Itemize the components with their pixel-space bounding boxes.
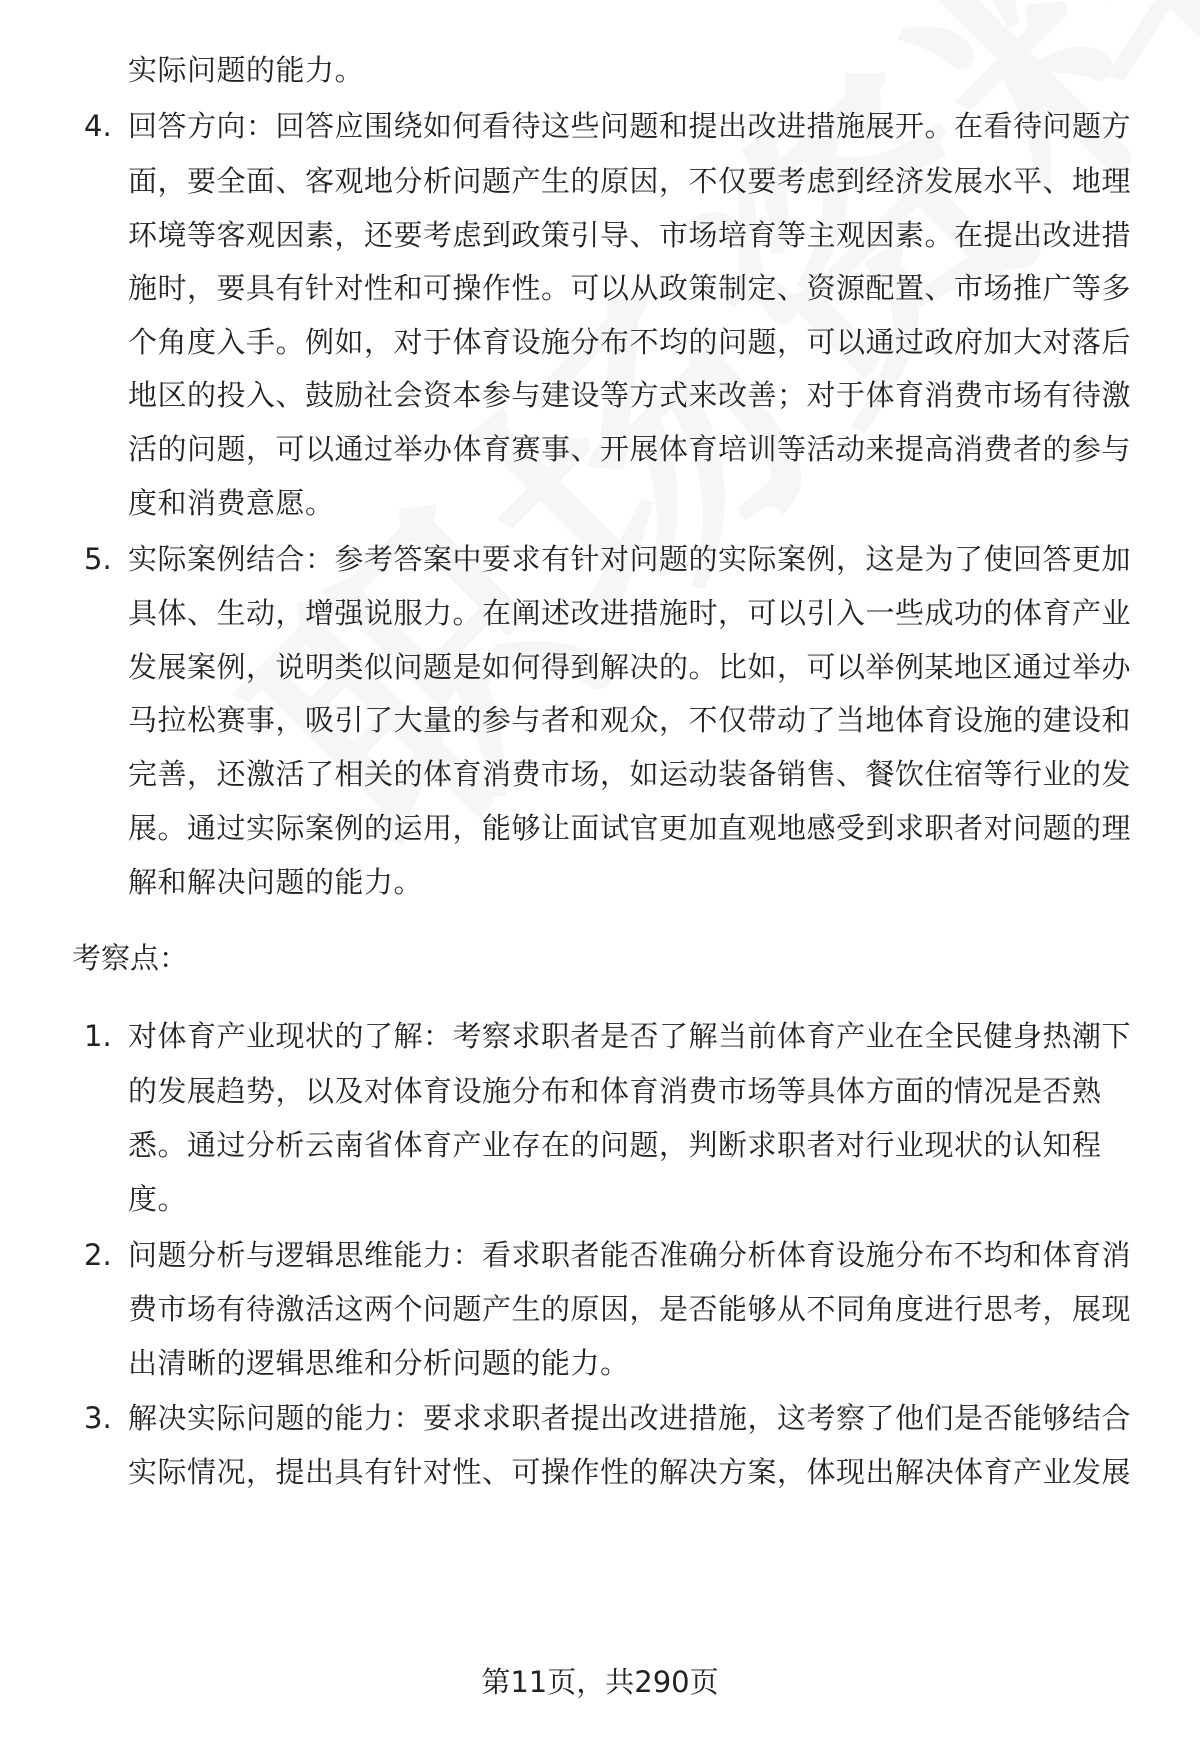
list-number: 5. bbox=[84, 542, 112, 576]
list-number: 4. bbox=[84, 109, 112, 143]
paragraph-line: 面，要全面、客观地分析问题产生的原因，不仅要考虑到经济发展水平、地理 bbox=[128, 164, 1132, 198]
paragraph-line: 对体育产业现状的了解：考察求职者是否了解当前体育产业在全民健身热潮下 bbox=[128, 1019, 1132, 1053]
paragraph-line: 出清晰的逻辑思维和分析问题的能力。 bbox=[128, 1346, 630, 1380]
paragraph-line: 施时，要具有针对性和可操作性。可以从政策制定、资源配置、市场推广等多 bbox=[128, 271, 1132, 305]
paragraph-line: 实际案例结合：参考答案中要求有针对问题的实际案例，这是为了使回答更加 bbox=[128, 542, 1132, 576]
list-number: 1. bbox=[84, 1019, 112, 1053]
paragraph-line: 环境等客观因素，还要考虑到政策引导、市场培育等主观因素。在提出改进措 bbox=[128, 218, 1132, 252]
paragraph-line: 具体、生动，增强说服力。在阐述改进措施时，可以引入一些成功的体育产业 bbox=[128, 596, 1132, 630]
paragraph-line: 解决实际问题的能力：要求求职者提出改进措施，这考察了他们是否能够结合 bbox=[128, 1401, 1132, 1435]
paragraph-line: 马拉松赛事，吸引了大量的参与者和观众，不仅带动了当地体育设施的建设和 bbox=[128, 703, 1132, 737]
paragraph-line: 实际情况，提出具有针对性、可操作性的解决方案，体现出解决体育产业发展 bbox=[128, 1455, 1132, 1489]
paragraph-line: 解和解决问题的能力。 bbox=[128, 865, 424, 899]
paragraph-line: 地区的投入、鼓励社会资本参与建设等方式来改善；对于体育消费市场有待激 bbox=[128, 378, 1132, 412]
paragraph-line: 展。通过实际案例的运用，能够让面试官更加直观地感受到求职者对问题的理 bbox=[128, 811, 1132, 845]
list-number: 2. bbox=[84, 1238, 112, 1272]
paragraph-line: 度和消费意愿。 bbox=[128, 486, 335, 520]
paragraph-line: 度。 bbox=[128, 1182, 188, 1216]
paragraph-line: 的发展趋势，以及对体育设施分布和体育消费市场等具体方面的情况是否熟 bbox=[128, 1074, 1102, 1108]
paragraph-line: 问题分析与逻辑思维能力：看求职者能否准确分析体育设施分布不均和体育消 bbox=[128, 1238, 1132, 1272]
paragraph-line: 悉。通过分析云南省体育产业存在的问题，判断求职者对行业现状的认知程 bbox=[128, 1128, 1102, 1162]
list-number: 3. bbox=[84, 1401, 112, 1435]
paragraph-line: 回答方向：回答应围绕如何看待这些问题和提出改进措施展开。在看待问题方 bbox=[128, 109, 1132, 143]
paragraph-line: 发展案例，说明类似问题是如何得到解决的。比如，可以举例某地区通过举办 bbox=[128, 650, 1132, 684]
paragraph-line: 完善，还激活了相关的体育消费市场，如运动装备销售、餐饮住宿等行业的发 bbox=[128, 757, 1132, 791]
page-footer: 第11页，共290页 bbox=[481, 1665, 719, 1699]
paragraph-line: 个角度入手。例如，对于体育设施分布不均的问题，可以通过政府加大对落后 bbox=[128, 325, 1132, 359]
paragraph-line: 费市场有待激活这两个问题产生的原因，是否能够从不同角度进行思考，展现 bbox=[128, 1292, 1132, 1326]
paragraph-line: 活的问题，可以通过举办体育赛事、开展体育培训等活动来提高消费者的参与 bbox=[128, 432, 1132, 466]
section-heading: 考察点： bbox=[72, 941, 189, 975]
paragraph-line: 实际问题的能力。 bbox=[128, 53, 365, 87]
